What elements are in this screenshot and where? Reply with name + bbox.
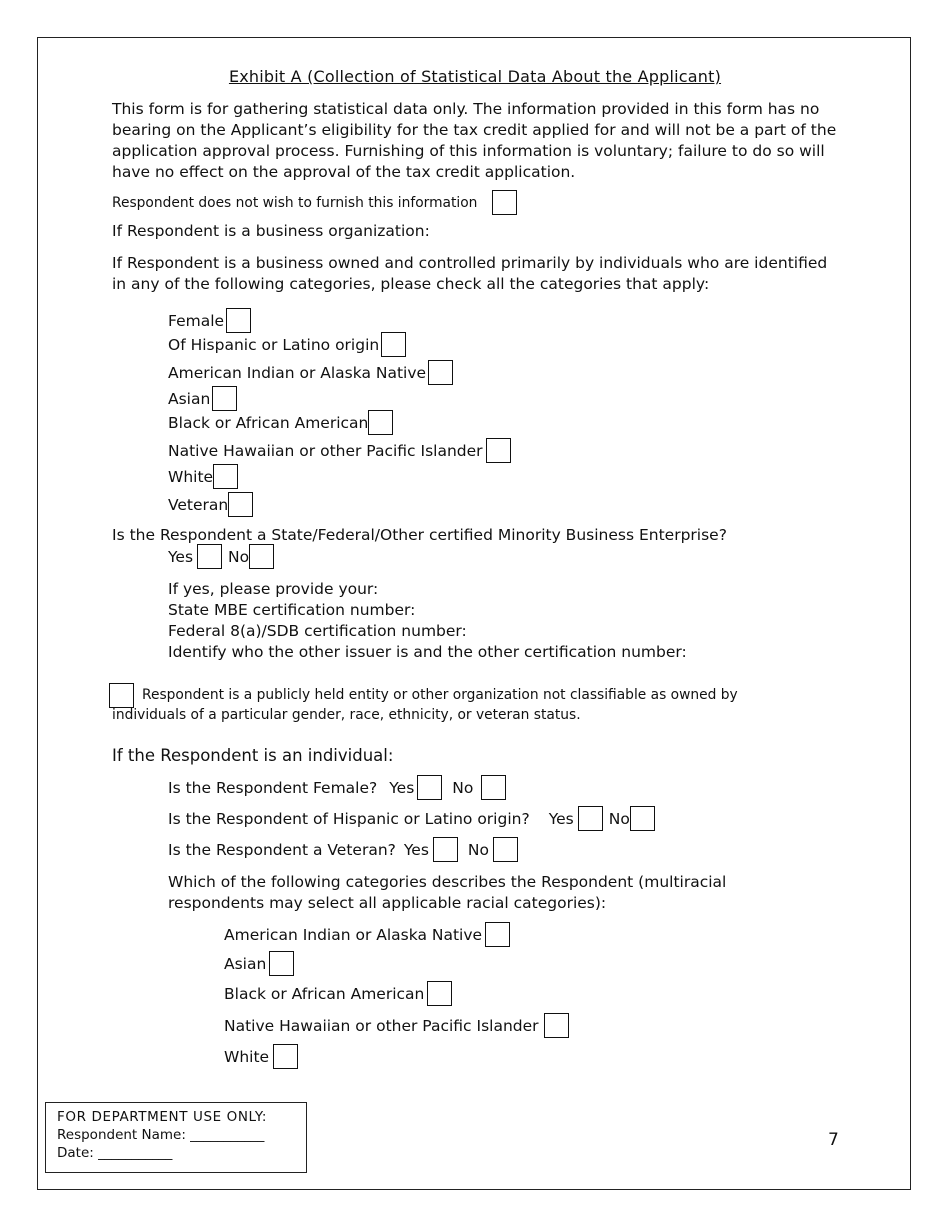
mbe-followup-line: If yes, please provide your: — [168, 580, 379, 598]
american-indian-checkbox[interactable] — [428, 360, 453, 385]
category-label: Asian — [224, 954, 267, 973]
business-category-female — [168, 308, 251, 333]
business-category-asian — [168, 386, 237, 411]
question-label: Is the Respondent of Hispanic or Latino origin? — [168, 809, 530, 828]
business-category-american-indian — [168, 360, 453, 385]
dept-heading: FOR DEPARTMENT USE ONLY: — [57, 1109, 268, 1125]
yes-label: Yes — [389, 778, 415, 797]
category-label: White — [224, 1047, 270, 1066]
individual-veteran-row — [168, 837, 518, 862]
no-furnish-checkbox[interactable] — [492, 190, 517, 215]
pacific-islander-checkbox[interactable] — [486, 438, 511, 463]
yes-label: Yes — [403, 840, 429, 859]
category-label: Native Hawaiian or other Pacific Islander — [168, 441, 483, 460]
race-pacific-islander-checkbox[interactable] — [544, 1013, 569, 1038]
public-entity-text: Respondent is a publicly held entity or other organization not classifiable as owned by individuals of a particular gender, race, ethnicity, or veteran status. — [112, 687, 738, 723]
race-asian-checkbox[interactable] — [269, 951, 294, 976]
category-label: Veteran — [168, 495, 229, 514]
intro-paragraph: This form is for gathering statistical data only. The information provided in this form has no bearing on the Applicant’s eligibility for the tax credit applied for and will not be a part of the application approval process. Furnishing of this information is voluntary; failure to do so will have no effect on the approval of the tax credit application. — [112, 100, 837, 181]
business-category-hispanic — [168, 332, 406, 357]
no-furnish-row — [112, 190, 517, 215]
race-category-american-indian — [224, 922, 510, 947]
hispanic-checkbox[interactable] — [381, 332, 406, 357]
hispanic-yes-checkbox[interactable] — [578, 806, 603, 831]
business-instructions: If Respondent is a business owned and controlled primarily by individuals who are identified in any of the following categories, please check all the categories that apply: — [112, 254, 828, 293]
mbe-no-checkbox[interactable] — [249, 544, 274, 569]
no-furnish-label: Respondent does not wish to furnish this information — [112, 194, 478, 211]
veteran-no-checkbox[interactable] — [493, 837, 518, 862]
race-category-pacific-islander — [224, 1013, 569, 1038]
business-category-veteran — [168, 492, 253, 517]
category-label: Black or African American — [224, 984, 425, 1003]
category-label: Of Hispanic or Latino origin — [168, 335, 380, 354]
mbe-followup-line: Identify who the other issuer is and the other certification number: — [168, 643, 687, 661]
category-label: Black or African American — [168, 413, 369, 432]
white-checkbox[interactable] — [213, 464, 238, 489]
asian-checkbox[interactable] — [212, 386, 237, 411]
yes-label: Yes — [168, 547, 194, 566]
race-white-checkbox[interactable] — [273, 1044, 298, 1069]
mbe-question: Is the Respondent a State/Federal/Other certified Minority Business Enterprise? — [112, 526, 727, 544]
individual-female-row — [168, 775, 506, 800]
category-label: American Indian or Alaska Native — [224, 925, 483, 944]
no-label: No — [608, 809, 630, 828]
category-label: Native Hawaiian or other Pacific Islander — [224, 1016, 539, 1035]
female-checkbox[interactable] — [226, 308, 251, 333]
question-label: Is the Respondent a Veteran? — [168, 840, 396, 859]
dept-respondent-name: Respondent Name: ___________ — [57, 1127, 265, 1143]
yes-label: Yes — [548, 809, 574, 828]
veteran-checkbox[interactable] — [228, 492, 253, 517]
no-label: No — [228, 547, 250, 566]
race-category-asian — [224, 951, 294, 976]
business-category-white — [168, 464, 238, 489]
business-category-black — [168, 410, 393, 435]
no-label: No — [467, 840, 489, 859]
race-category-white — [224, 1044, 298, 1069]
category-label: American Indian or Alaska Native — [168, 363, 427, 382]
no-label: No — [452, 778, 474, 797]
business-heading: If Respondent is a business organization: — [112, 222, 430, 240]
race-american-indian-checkbox[interactable] — [485, 922, 510, 947]
female-yes-checkbox[interactable] — [417, 775, 442, 800]
category-label: Asian — [168, 389, 211, 408]
form-title: Exhibit A (Collection of Statistical Data About the Applicant) — [228, 67, 722, 86]
black-checkbox[interactable] — [368, 410, 393, 435]
department-use-box — [45, 1102, 307, 1173]
female-no-checkbox[interactable] — [481, 775, 506, 800]
category-label: White — [168, 467, 214, 486]
business-category-pacific-islander — [168, 438, 511, 463]
veteran-yes-checkbox[interactable] — [433, 837, 458, 862]
mbe-yes-checkbox[interactable] — [197, 544, 222, 569]
race-category-black — [224, 981, 452, 1006]
race-question: Which of the following categories describes the Respondent (multiracial respondents may select all applicable racial categories): — [168, 873, 727, 912]
individual-hispanic-row — [168, 806, 655, 831]
category-label: Female — [168, 311, 225, 330]
question-label: Is the Respondent Female? — [168, 778, 378, 797]
mbe-followup-line: State MBE certification number: — [168, 601, 416, 619]
dept-date: Date: ___________ — [57, 1145, 173, 1161]
race-black-checkbox[interactable] — [427, 981, 452, 1006]
mbe-yes-no — [168, 544, 274, 569]
mbe-followup — [168, 579, 687, 663]
individual-heading: If the Respondent is an individual: — [112, 746, 394, 765]
mbe-followup-line: Federal 8(a)/SDB certification number: — [168, 622, 467, 640]
page-number: 7 — [828, 1130, 839, 1150]
hispanic-no-checkbox[interactable] — [630, 806, 655, 831]
